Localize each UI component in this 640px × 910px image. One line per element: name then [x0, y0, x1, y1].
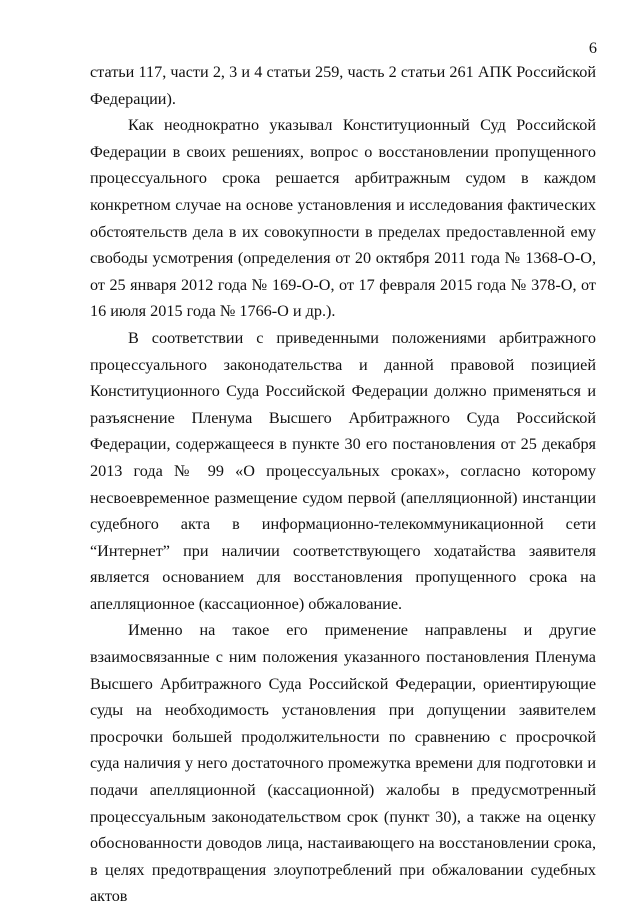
paragraph-constitutional-court-position: Как неоднократно указывал Конституционный Суд Российской Федерации в своих решениях, вопрос о восстановлении пропущенного процессуального срока решается арбитражным судом в каждом конкретном случае на основе установления и исследования фактических обстоятельств дела в их совокупности в пределах предоставленной ему свободы усмотрения (определения от 20 октября 2011 года № 1368-О-О, от 25 января 2012 года № 169-О-О, от 17 февраля 2015 года № 378-О, от 16 июля 2015 года № 1766-О и др.). — [90, 116, 596, 321]
paragraph-plenum-clarification: В соответствии с приведенными положениями арбитражного процессуального законодательства и данной правовой позицией Конституционного Суда Российской Федерации должно применяться и разъяснение Пленума Высшего Арбитражного Суда Российской Федерации, содержащееся в пункте 30 его постановления от 25 декабря 2013 года № 99 «О процессуальных сроках», согласно которому несвоевременное размещение судом первой (апелляционной) инстанции судебного акта в информационно-телекоммуникационной сети “Интернет” при наличии соответствующего ходатайства заявителя является основанием для восстановления пропущенного срока на апелляционное (кассационное) обжалование. — [90, 328, 596, 613]
document-body — [90, 59, 596, 910]
paragraph-related-provisions: Именно на такое его применение направлены и другие взаимосвязанные с ним положения указанного постановления Пленума Высшего Арбитражного Суда Российской Федерации, ориентирующие суды на необходимость установления при допущении заявителем просрочки большей продолжительности по сравнению с просрочкой суда наличия у него достаточного промежутка времени для подготовки и подачи апелляционной (кассационной) жалобы в предусмотренный процессуальным законодательством срок (пункт 30), а также на оценку обоснованности доводов лица, настаивающего на восстановлении срока, в целях предотвращения злоупотреблений при обжаловании судебных актов — [90, 621, 596, 906]
page-number: 6 — [588, 39, 597, 57]
paragraph-continuation: статьи 117, части 2, 3 и 4 статьи 259, часть 2 статьи 261 АПК Российской Федерации). — [90, 63, 596, 108]
